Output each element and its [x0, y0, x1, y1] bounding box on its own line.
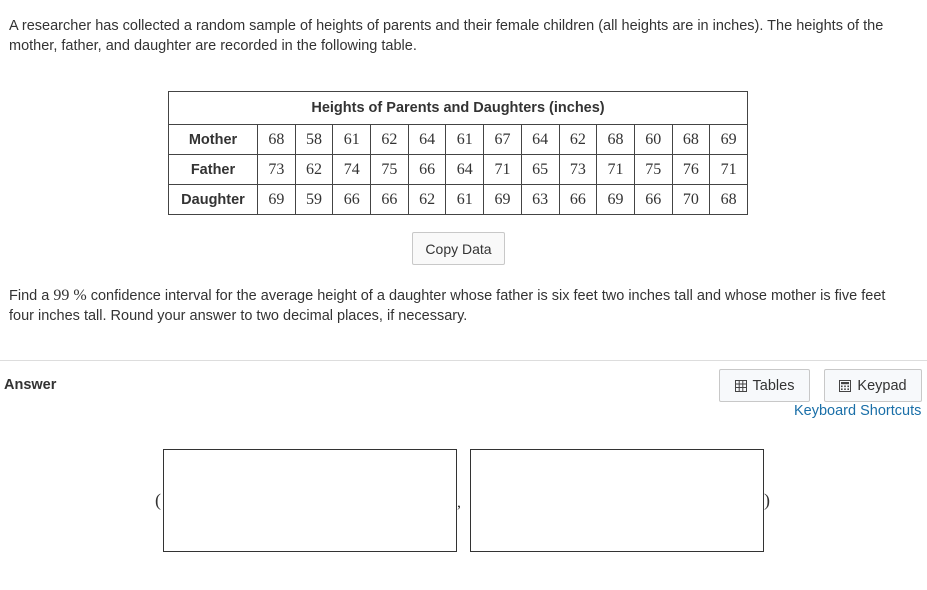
table-cell: 66	[333, 185, 371, 215]
table-row-daughter	[169, 185, 748, 215]
table-cell: 71	[710, 155, 748, 185]
table-grid-icon	[735, 380, 747, 392]
row-label: Father	[169, 155, 258, 185]
table-cell: 71	[597, 155, 635, 185]
table-cell: 73	[258, 155, 296, 185]
upper-bound-input[interactable]	[470, 449, 764, 552]
table-cell: 73	[559, 155, 597, 185]
table-cell: 61	[446, 185, 484, 215]
table-caption: Heights of Parents and Daughters (inches)	[169, 92, 748, 125]
table-cell: 69	[258, 185, 296, 215]
table-cell: 75	[371, 155, 409, 185]
lower-bound-input[interactable]	[163, 449, 457, 552]
table-cell: 63	[521, 185, 559, 215]
copy-data-button[interactable]: Copy Data	[412, 232, 505, 265]
table-cell: 58	[295, 125, 333, 155]
problem-intro: A researcher has collected a random sample of heights of parents and their female children (all heights are in inches). The heights of the mother, father, and daughter are recorded in the following table.	[9, 18, 884, 54]
question-text	[9, 286, 914, 326]
table-cell: 70	[672, 185, 710, 215]
table-cell: 74	[333, 155, 371, 185]
table-cell: 62	[295, 155, 333, 185]
table-cell: 66	[634, 185, 672, 215]
table-cell: 66	[408, 155, 446, 185]
table-cell: 60	[634, 125, 672, 155]
table-cell: 65	[521, 155, 559, 185]
table-cell: 76	[672, 155, 710, 185]
confidence-level: 99 %	[53, 287, 87, 304]
table-cell: 75	[634, 155, 672, 185]
calculator-icon	[839, 380, 851, 392]
section-divider	[0, 360, 927, 361]
table-row-mother	[169, 125, 748, 155]
table-cell: 62	[408, 185, 446, 215]
table-cell: 69	[710, 125, 748, 155]
heights-table	[168, 91, 748, 215]
table-cell: 66	[559, 185, 597, 215]
table-cell: 61	[333, 125, 371, 155]
keypad-button-label: Keypad	[857, 377, 907, 394]
table-cell: 62	[371, 125, 409, 155]
row-label: Daughter	[169, 185, 258, 215]
interval-comma: ,	[457, 494, 461, 511]
table-cell: 66	[371, 185, 409, 215]
row-label: Mother	[169, 125, 258, 155]
table-cell: 67	[484, 125, 522, 155]
close-parenthesis: )	[764, 490, 770, 510]
table-cell: 61	[446, 125, 484, 155]
tables-button[interactable]	[719, 369, 810, 402]
table-cell: 69	[597, 185, 635, 215]
open-parenthesis: (	[155, 490, 161, 510]
table-row-father	[169, 155, 748, 185]
answer-label: Answer	[4, 377, 57, 393]
table-cell: 71	[484, 155, 522, 185]
table-cell: 64	[408, 125, 446, 155]
question-suffix: confidence interval for the average height of a daughter whose father is six feet two inches tall and whose mother is five feet four inches tall. Round your answer to two decimal places, if necessary.	[9, 288, 886, 324]
table-cell: 68	[258, 125, 296, 155]
table-cell: 68	[597, 125, 635, 155]
keypad-button[interactable]	[824, 369, 922, 402]
table-cell: 68	[710, 185, 748, 215]
table-cell: 64	[446, 155, 484, 185]
question-prefix: Find a	[9, 288, 54, 304]
table-cell: 69	[484, 185, 522, 215]
table-cell: 64	[521, 125, 559, 155]
keyboard-shortcuts-link[interactable]: Keyboard Shortcuts	[794, 403, 922, 419]
table-cell: 62	[559, 125, 597, 155]
table-cell: 59	[295, 185, 333, 215]
tables-button-label: Tables	[752, 377, 795, 394]
table-cell: 68	[672, 125, 710, 155]
